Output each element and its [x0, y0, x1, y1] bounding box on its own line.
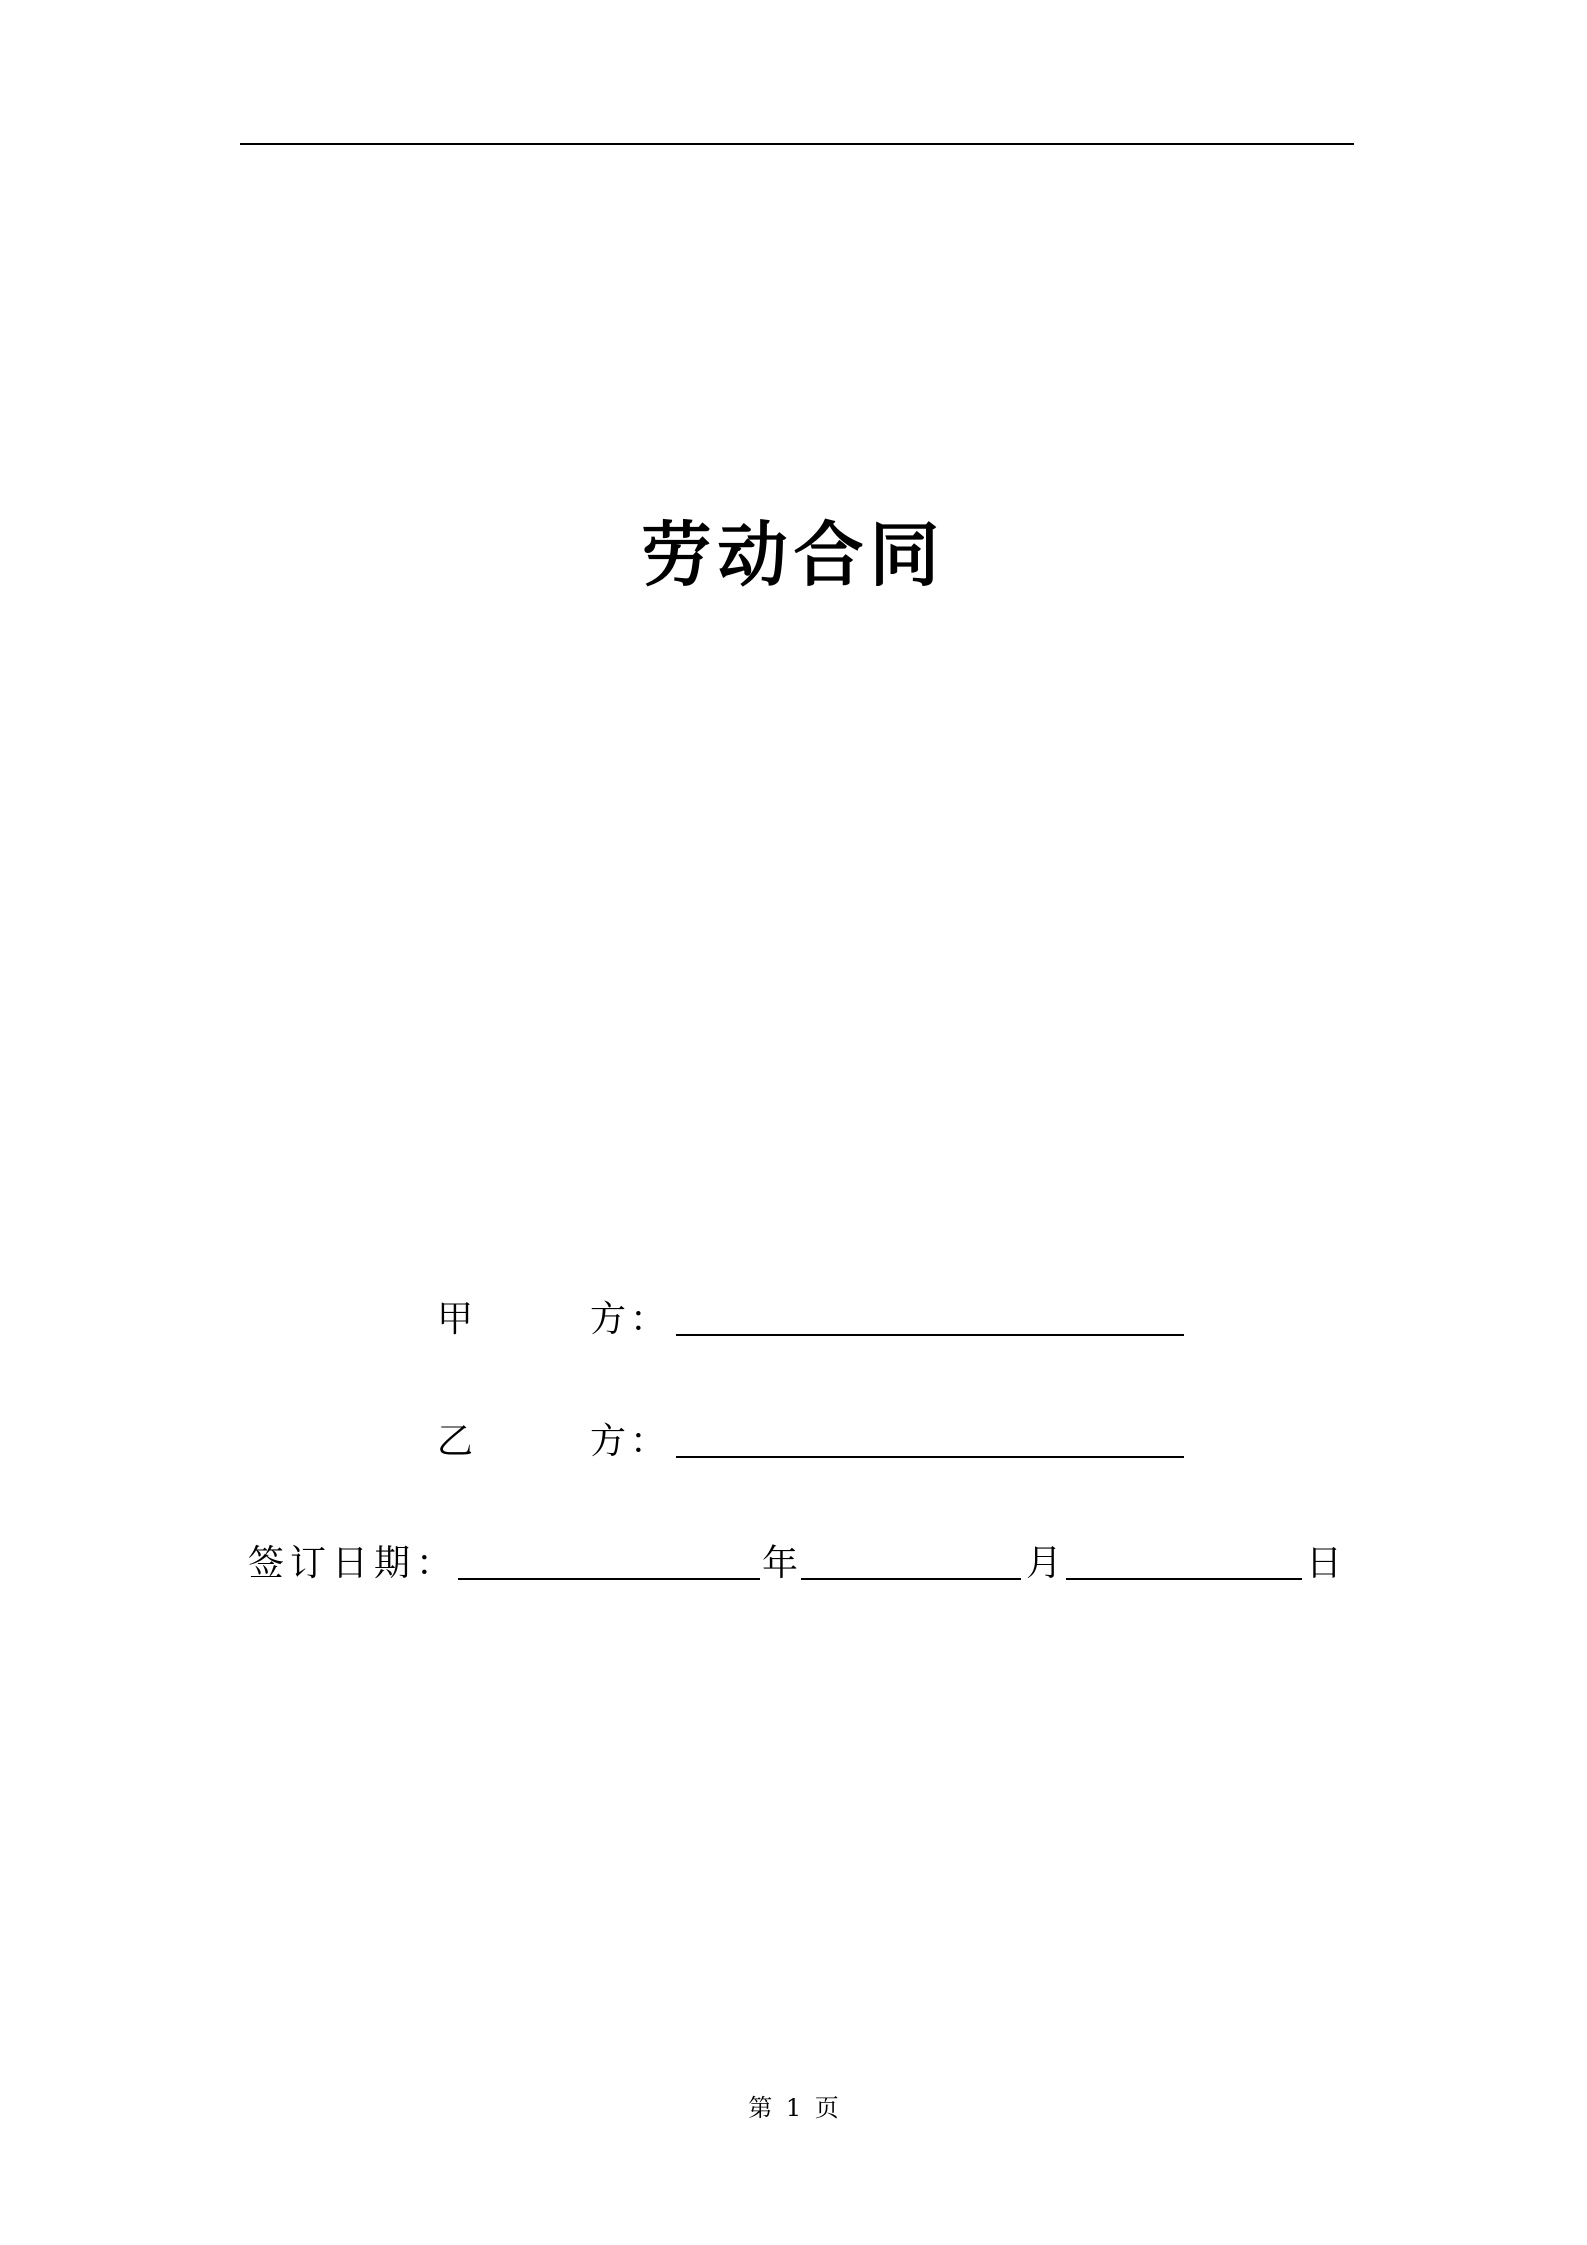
party-b-fill-line[interactable]: [676, 1456, 1184, 1458]
party-a-label-char1: 甲: [437, 1299, 474, 1340]
month-unit: 月: [1026, 1543, 1063, 1584]
page-number: 第 1 页: [748, 2094, 839, 2122]
day-fill-line[interactable]: [1066, 1578, 1302, 1580]
signing-date-row: [0, 1534, 1587, 1594]
party-b-label-char2: 方: [590, 1421, 627, 1462]
signing-date-label: 签订日期：: [248, 1543, 459, 1584]
party-a-label-char2: 方: [590, 1299, 627, 1340]
document-title: 劳动合同: [641, 514, 946, 596]
party-a-colon: ：: [630, 1299, 667, 1340]
month-fill-line[interactable]: [801, 1578, 1021, 1580]
party-a-fill-line[interactable]: [676, 1334, 1184, 1336]
header-rule: [240, 143, 1354, 145]
party-b-colon: ：: [630, 1421, 667, 1462]
day-unit: 日: [1306, 1543, 1343, 1584]
year-unit: 年: [762, 1543, 799, 1584]
party-b-row: [0, 1412, 1587, 1472]
party-b-label-char1: 乙: [437, 1421, 474, 1462]
year-fill-line[interactable]: [458, 1578, 760, 1580]
party-a-row: [0, 1290, 1587, 1350]
